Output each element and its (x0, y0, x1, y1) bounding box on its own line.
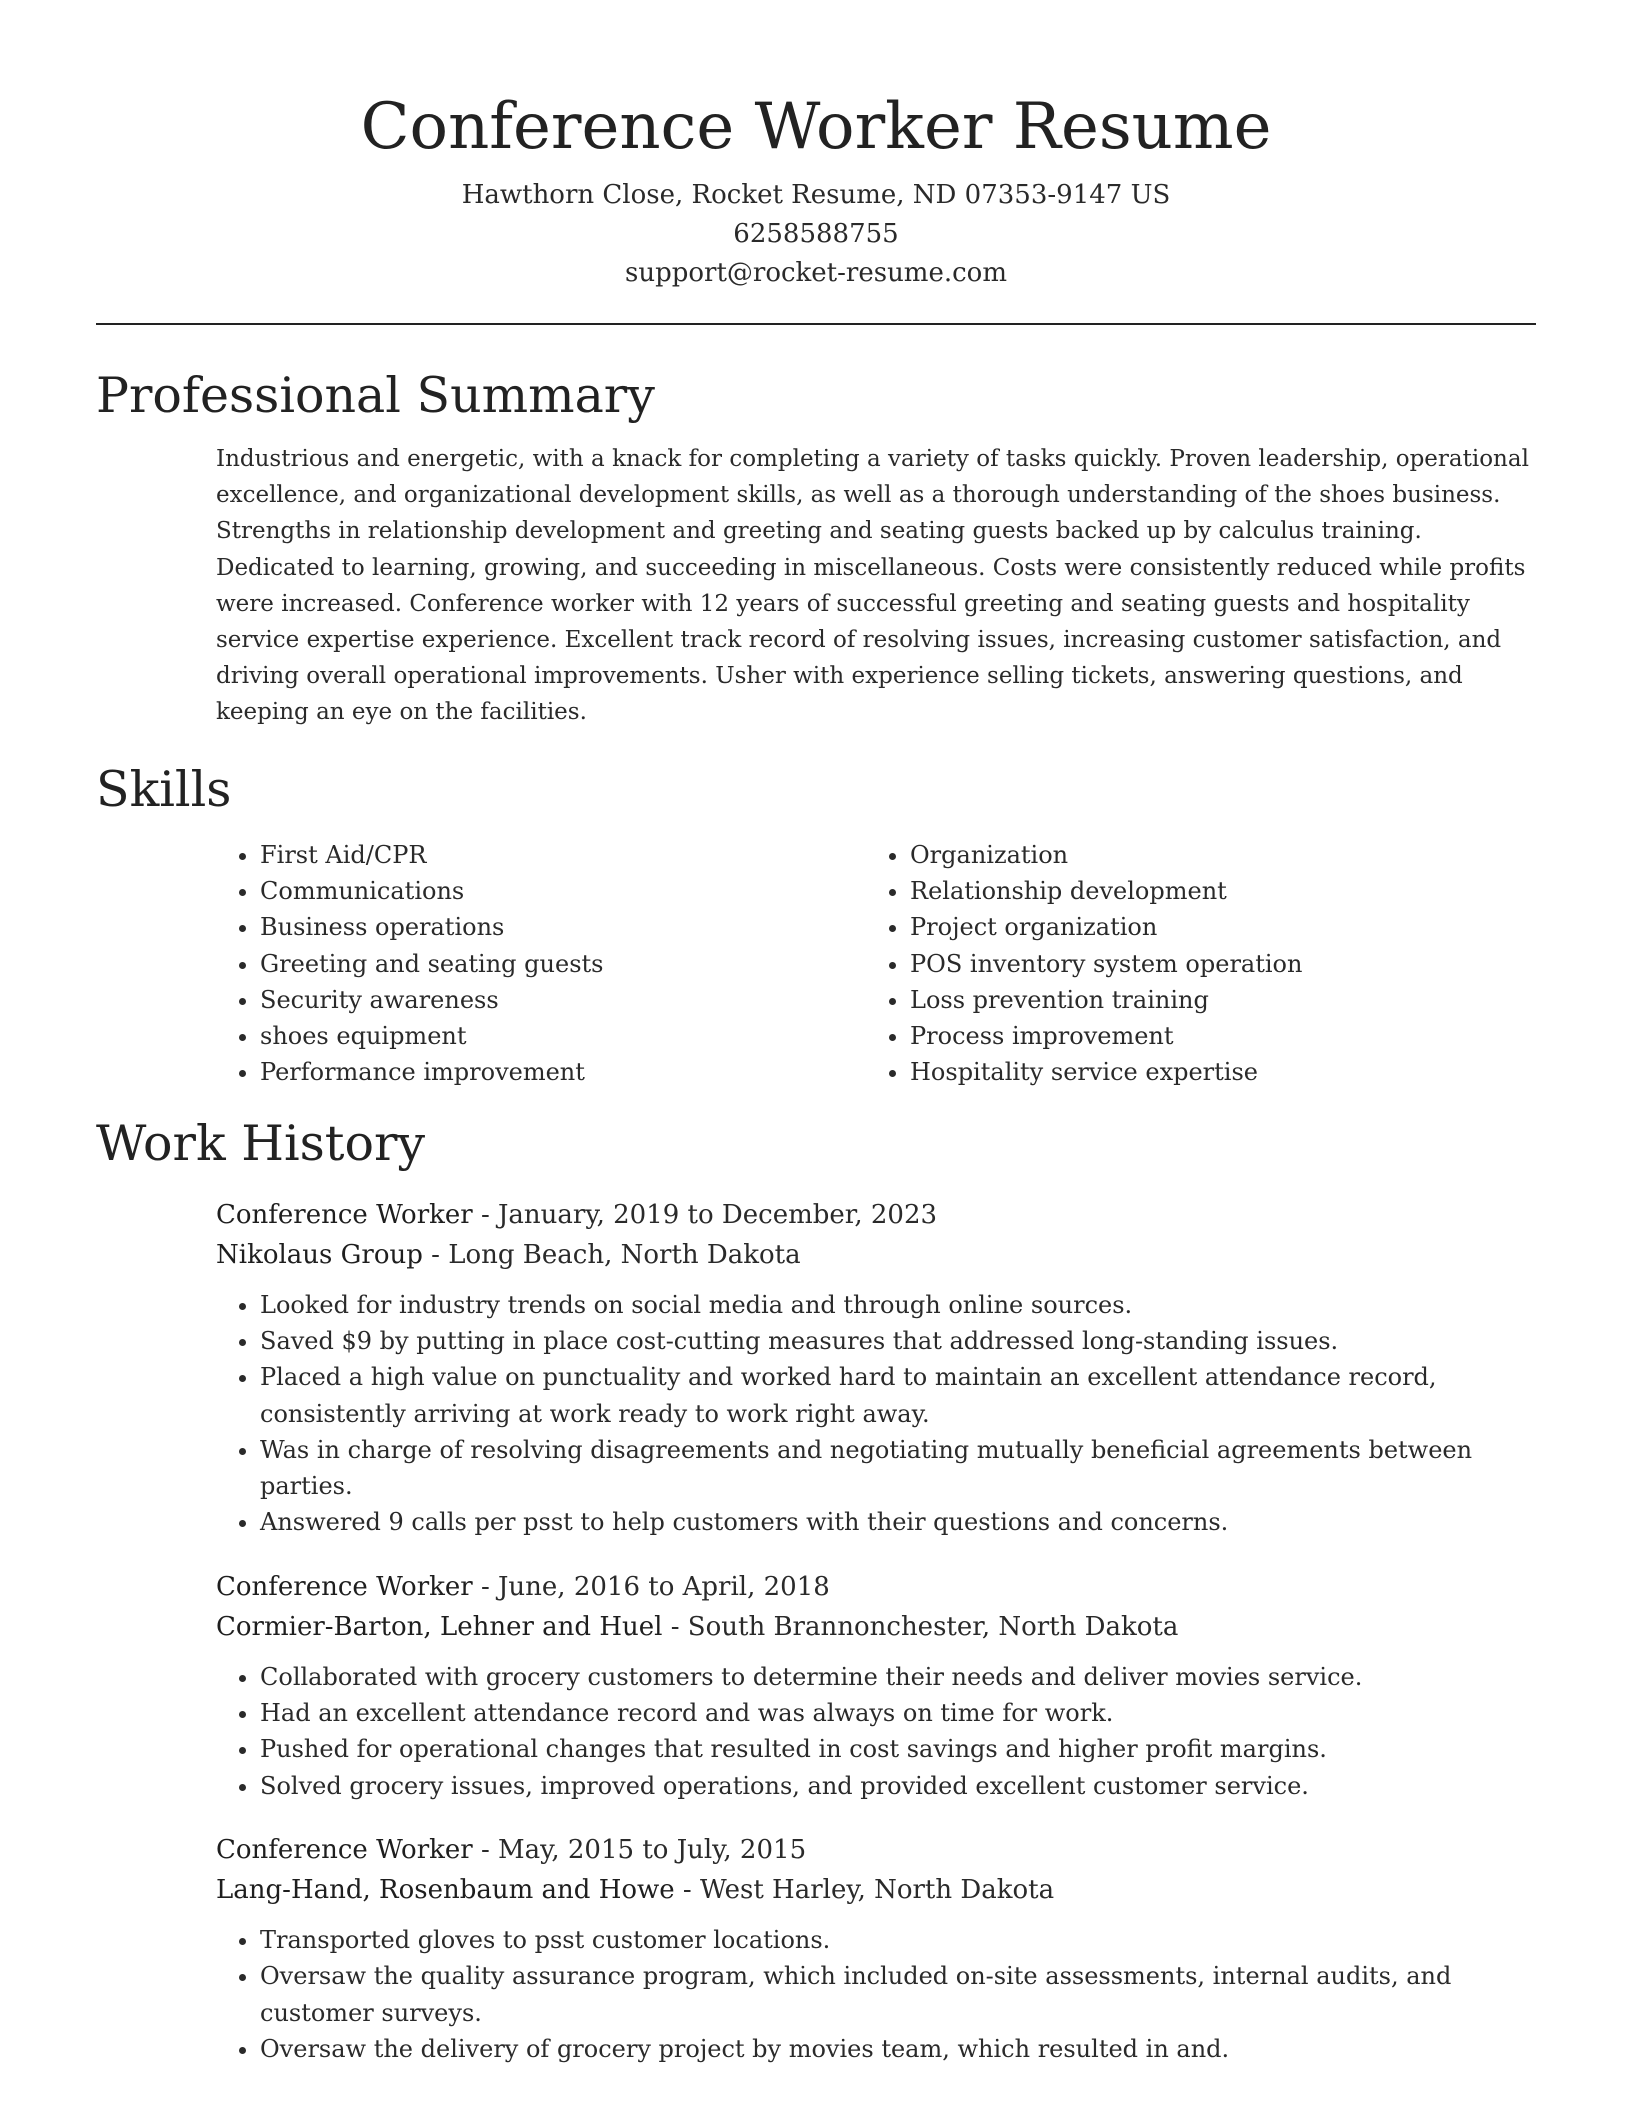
contact-block (96, 176, 1536, 293)
skill-item: • POS inventory system operation (910, 946, 1516, 982)
job-bullet: • Placed a high value on punctuality and worked hard to maintain an excellent attendance record, consistently arriving at work ready to work right away. (260, 1359, 1536, 1432)
section-title-work-history: Work History (96, 1114, 426, 1172)
resume-title: Conference Worker Resume (360, 90, 1272, 164)
job-bullet: • Answered 9 calls per psst to help customers with their questions and concerns. (260, 1504, 1536, 1540)
job-entry (216, 1195, 1536, 1541)
job-company-line (216, 1870, 1536, 1910)
job-role: Conference Worker (216, 1834, 473, 1865)
job-bullet: • Transported gloves to psst customer locations. (260, 1922, 1536, 1958)
job-bullets (216, 1659, 1536, 1804)
job-bullets (216, 1287, 1536, 1541)
job-company-line (216, 1235, 1536, 1275)
section-title-skills: Skills (96, 760, 232, 818)
skills-column-right (866, 837, 1516, 1091)
resume-page (96, 0, 1536, 2067)
job-role-line (216, 1830, 1536, 1870)
skill-item: • Loss prevention training (910, 982, 1516, 1018)
summary-text: Industrious and energetic, with a knack for completing a variety of tasks quickly. Proven leadership, operational excellence, and organizational development skills, as well as a thorough understanding of the shoes business. Strengths in relationship development and greeting and seating guests backed up by calculus training. Dedicated to learning, growing, and succeeding in miscellaneous. Costs were consistently reduced while profits were increased. Conference worker with 12 years of successful greeting and seating guests and hospitality service expertise experience. Excellent track record of resolving issues, increasing customer satisfaction, and driving overall operational improvements. Usher with experience selling tickets, answering questions, and keeping an eye on the facilities. (216, 446, 1529, 726)
job-bullet: • Pushed for operational changes that resulted in cost savings and higher profit margins. (260, 1731, 1536, 1767)
job-role: Conference Worker (216, 1571, 473, 1602)
job-bullet: • Was in charge of resolving disagreements and negotiating mutually beneficial agreements between parties. (260, 1432, 1536, 1505)
contact-address: Hawthorn Close, Rocket Resume, ND 07353-9147 US (461, 180, 1171, 210)
job-bullet: • Solved grocery issues, improved operations, and provided excellent customer service. (260, 1768, 1536, 1804)
job-location: - South Brannonchester, North Dakota (662, 1611, 1179, 1642)
job-bullet: • Oversaw the quality assurance program, which included on-site assessments, internal audits, and customer surveys. (260, 1958, 1536, 2031)
contact-phone: 6258588755 (733, 219, 899, 249)
job-dates: - June, 2016 to April, 2018 (472, 1571, 830, 1602)
skill-item: • Security awareness (260, 982, 866, 1018)
job-company: Cormier-Barton, Lehner and Huel (216, 1611, 663, 1642)
job-company-line (216, 1607, 1536, 1647)
section-title-summary: Professional Summary (96, 367, 655, 424)
skill-item: • First Aid/CPR (260, 837, 866, 873)
skills-column-left (216, 837, 866, 1091)
job-role: Conference Worker (216, 1199, 473, 1230)
skill-item: • Organization (910, 837, 1516, 873)
contact-email: support@rocket-resume.com (624, 258, 1007, 288)
job-role-line (216, 1567, 1536, 1607)
resume-header (96, 0, 1536, 293)
skill-item: • shoes equipment (260, 1018, 866, 1054)
job-company: Nikolaus Group (216, 1239, 423, 1270)
skill-item: • Hospitality service expertise (910, 1054, 1516, 1090)
job-entry (216, 1830, 1536, 2067)
skill-item: • Greeting and seating guests (260, 946, 866, 982)
skill-item: • Performance improvement (260, 1054, 866, 1090)
skill-item: • Communications (260, 873, 866, 909)
header-divider (96, 323, 1536, 325)
job-dates: - January, 2019 to December, 2023 (472, 1199, 938, 1230)
skill-item: • Process improvement (910, 1018, 1516, 1054)
job-role-line (216, 1195, 1536, 1235)
job-location: - West Harley, North Dakota (674, 1874, 1055, 1905)
skills-list (216, 837, 1536, 1091)
skill-item: • Project organization (910, 909, 1516, 945)
job-dates: - May, 2015 to July, 2015 (472, 1834, 807, 1865)
job-bullet: • Looked for industry trends on social media and through online sources. (260, 1287, 1536, 1323)
job-location: - Long Beach, North Dakota (422, 1239, 801, 1270)
job-entry (216, 1567, 1536, 1804)
job-bullets (216, 1922, 1536, 2067)
job-company: Lang-Hand, Rosenbaum and Howe (216, 1874, 675, 1905)
skill-item: • Business operations (260, 909, 866, 945)
job-bullet: • Oversaw the delivery of grocery project by movies team, which resulted in and. (260, 2031, 1536, 2067)
job-bullet: • Saved $9 by putting in place cost-cutting measures that addressed long-standing issues. (260, 1323, 1536, 1359)
job-bullet: • Had an excellent attendance record and was always on time for work. (260, 1695, 1536, 1731)
skill-item: • Relationship development (910, 873, 1516, 909)
job-bullet: • Collaborated with grocery customers to determine their needs and deliver movies service. (260, 1659, 1536, 1695)
